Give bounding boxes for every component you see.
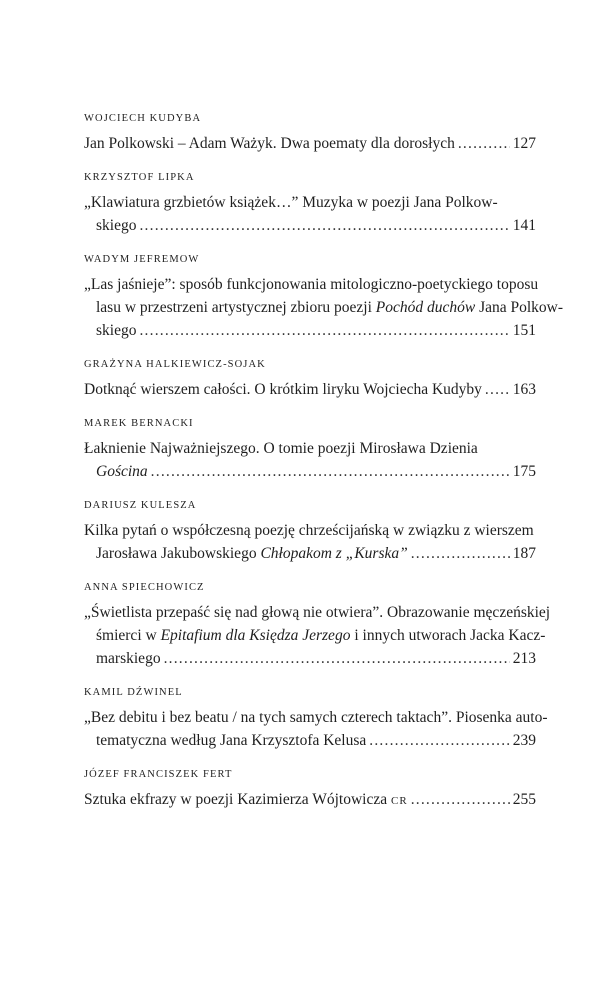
leader-dots [458, 132, 510, 155]
entry-page-number: 255 [512, 791, 536, 808]
entry-title-line [84, 132, 536, 155]
table-of-contents [84, 112, 564, 829]
entry-author: ANNA SPIECHOWICZ [84, 582, 205, 593]
entry-page-number: 151 [512, 322, 536, 339]
toc-entry[interactable] [84, 768, 536, 813]
entry-title-line [84, 519, 536, 542]
entry-title-continuation: Jana Polkow- [479, 299, 564, 316]
leader-dots [164, 647, 510, 670]
toc-entry[interactable] [84, 358, 536, 401]
entry-title-line [84, 191, 536, 214]
leader-dots [411, 788, 510, 811]
entry-page-number: 175 [512, 463, 536, 480]
leader-dots [139, 214, 509, 237]
entry-title-continuation: skiego [96, 322, 137, 339]
entry-title-line [84, 437, 536, 460]
entry-title-line [84, 296, 564, 319]
entry-title-line [84, 378, 536, 401]
entry-title-line [84, 624, 546, 647]
entry-title-italic: Epitafium dla Księdza Jerzego [160, 627, 351, 644]
entry-page-number: 163 [512, 381, 536, 398]
entry-title-line [84, 601, 551, 624]
entry-title-continuation: tematyczna według Jana Krzysztofa Kelusa [96, 732, 367, 749]
entry-title: „Klawiatura grzbietów książek…” Muzyka w poezji Jana Polkow- [84, 194, 498, 211]
leader-dots [485, 378, 510, 401]
entry-title: Sztuka ekfrazy w poezji Kazimierza Wójtowicza [84, 791, 388, 808]
entry-title-line [84, 706, 548, 729]
toc-entry[interactable] [84, 499, 536, 565]
entry-title-line [84, 647, 536, 670]
entry-author: WADYM JEFREMOW [84, 254, 200, 265]
toc-entry[interactable] [84, 171, 536, 237]
entry-title-continuation: i innych utworach Jacka Kacz- [354, 627, 546, 644]
entry-title-continuation: skiego [96, 217, 137, 234]
entry-title-line [84, 460, 536, 483]
entry-page-number: 127 [512, 135, 536, 152]
entry-title-italic: Gościna [96, 463, 148, 480]
entry-title-line [84, 214, 536, 237]
entry-author: KAMIL DŹWINEL [84, 687, 183, 698]
entry-page-number: 141 [512, 217, 536, 234]
entry-page-number: 239 [512, 732, 536, 749]
entry-title: „Świetlista przepaść się nad głową nie otwiera”. Obrazowanie męczeńskiej [84, 604, 551, 621]
leader-dots [411, 542, 510, 565]
entry-title-italic: Chłopakom z „Kurska” [260, 545, 408, 562]
entry-title: „Las jaśnieje”: sposób funkcjonowania mitologiczno-poetyckiego toposu [84, 276, 539, 293]
entry-author: WOJCIECH KUDYBA [84, 113, 202, 124]
leader-dots [139, 319, 509, 342]
entry-title-continuation: Jarosława Jakubowskiego [96, 545, 257, 562]
entry-author: MAREK BERNACKI [84, 418, 194, 429]
entry-author: GRAŻYNA HALKIEWICZ-SOJAK [84, 359, 266, 370]
entry-author: KRZYSZTOF LIPKA [84, 172, 195, 183]
entry-title: Jan Polkowski – Adam Ważyk. Dwa poematy dla dorosłych [84, 135, 455, 152]
entry-page-number: 213 [512, 650, 536, 667]
entry-title-line [84, 319, 536, 342]
entry-title: Łaknienie Najważniejszego. O tomie poezji Mirosława Dzienia [84, 440, 478, 457]
toc-entry[interactable] [84, 417, 536, 483]
entry-title-line [84, 788, 536, 813]
entry-page-number: 187 [512, 545, 536, 562]
entry-title-continuation: marskiego [96, 650, 161, 667]
entry-title-suffix: CR [391, 795, 408, 807]
entry-title-line [84, 273, 539, 296]
leader-dots [151, 460, 510, 483]
entry-title: Kilka pytań o współczesną poezję chrześcijańską w związku z wierszem [84, 522, 534, 539]
entry-title: Dotknąć wierszem całości. O krótkim liryku Wojciecha Kudyby [84, 381, 482, 398]
toc-entry[interactable] [84, 581, 551, 670]
toc-entry[interactable] [84, 253, 564, 342]
entry-title-line [84, 729, 536, 752]
entry-title-continuation: śmierci w [96, 627, 157, 644]
entry-title-line [84, 542, 536, 565]
entry-author: JÓZEF FRANCISZEK FERT [84, 769, 233, 780]
entry-title-continuation: lasu w przestrzeni artystycznej zbioru poezji [96, 299, 372, 316]
entry-title: „Bez debitu i bez beatu / na tych samych czterech taktach”. Piosenka auto- [84, 709, 548, 726]
toc-entry[interactable] [84, 112, 536, 155]
entry-title-italic: Pochód duchów [375, 299, 476, 316]
leader-dots [369, 729, 509, 752]
entry-author: DARIUSZ KULESZA [84, 500, 197, 511]
toc-entry[interactable] [84, 686, 548, 752]
